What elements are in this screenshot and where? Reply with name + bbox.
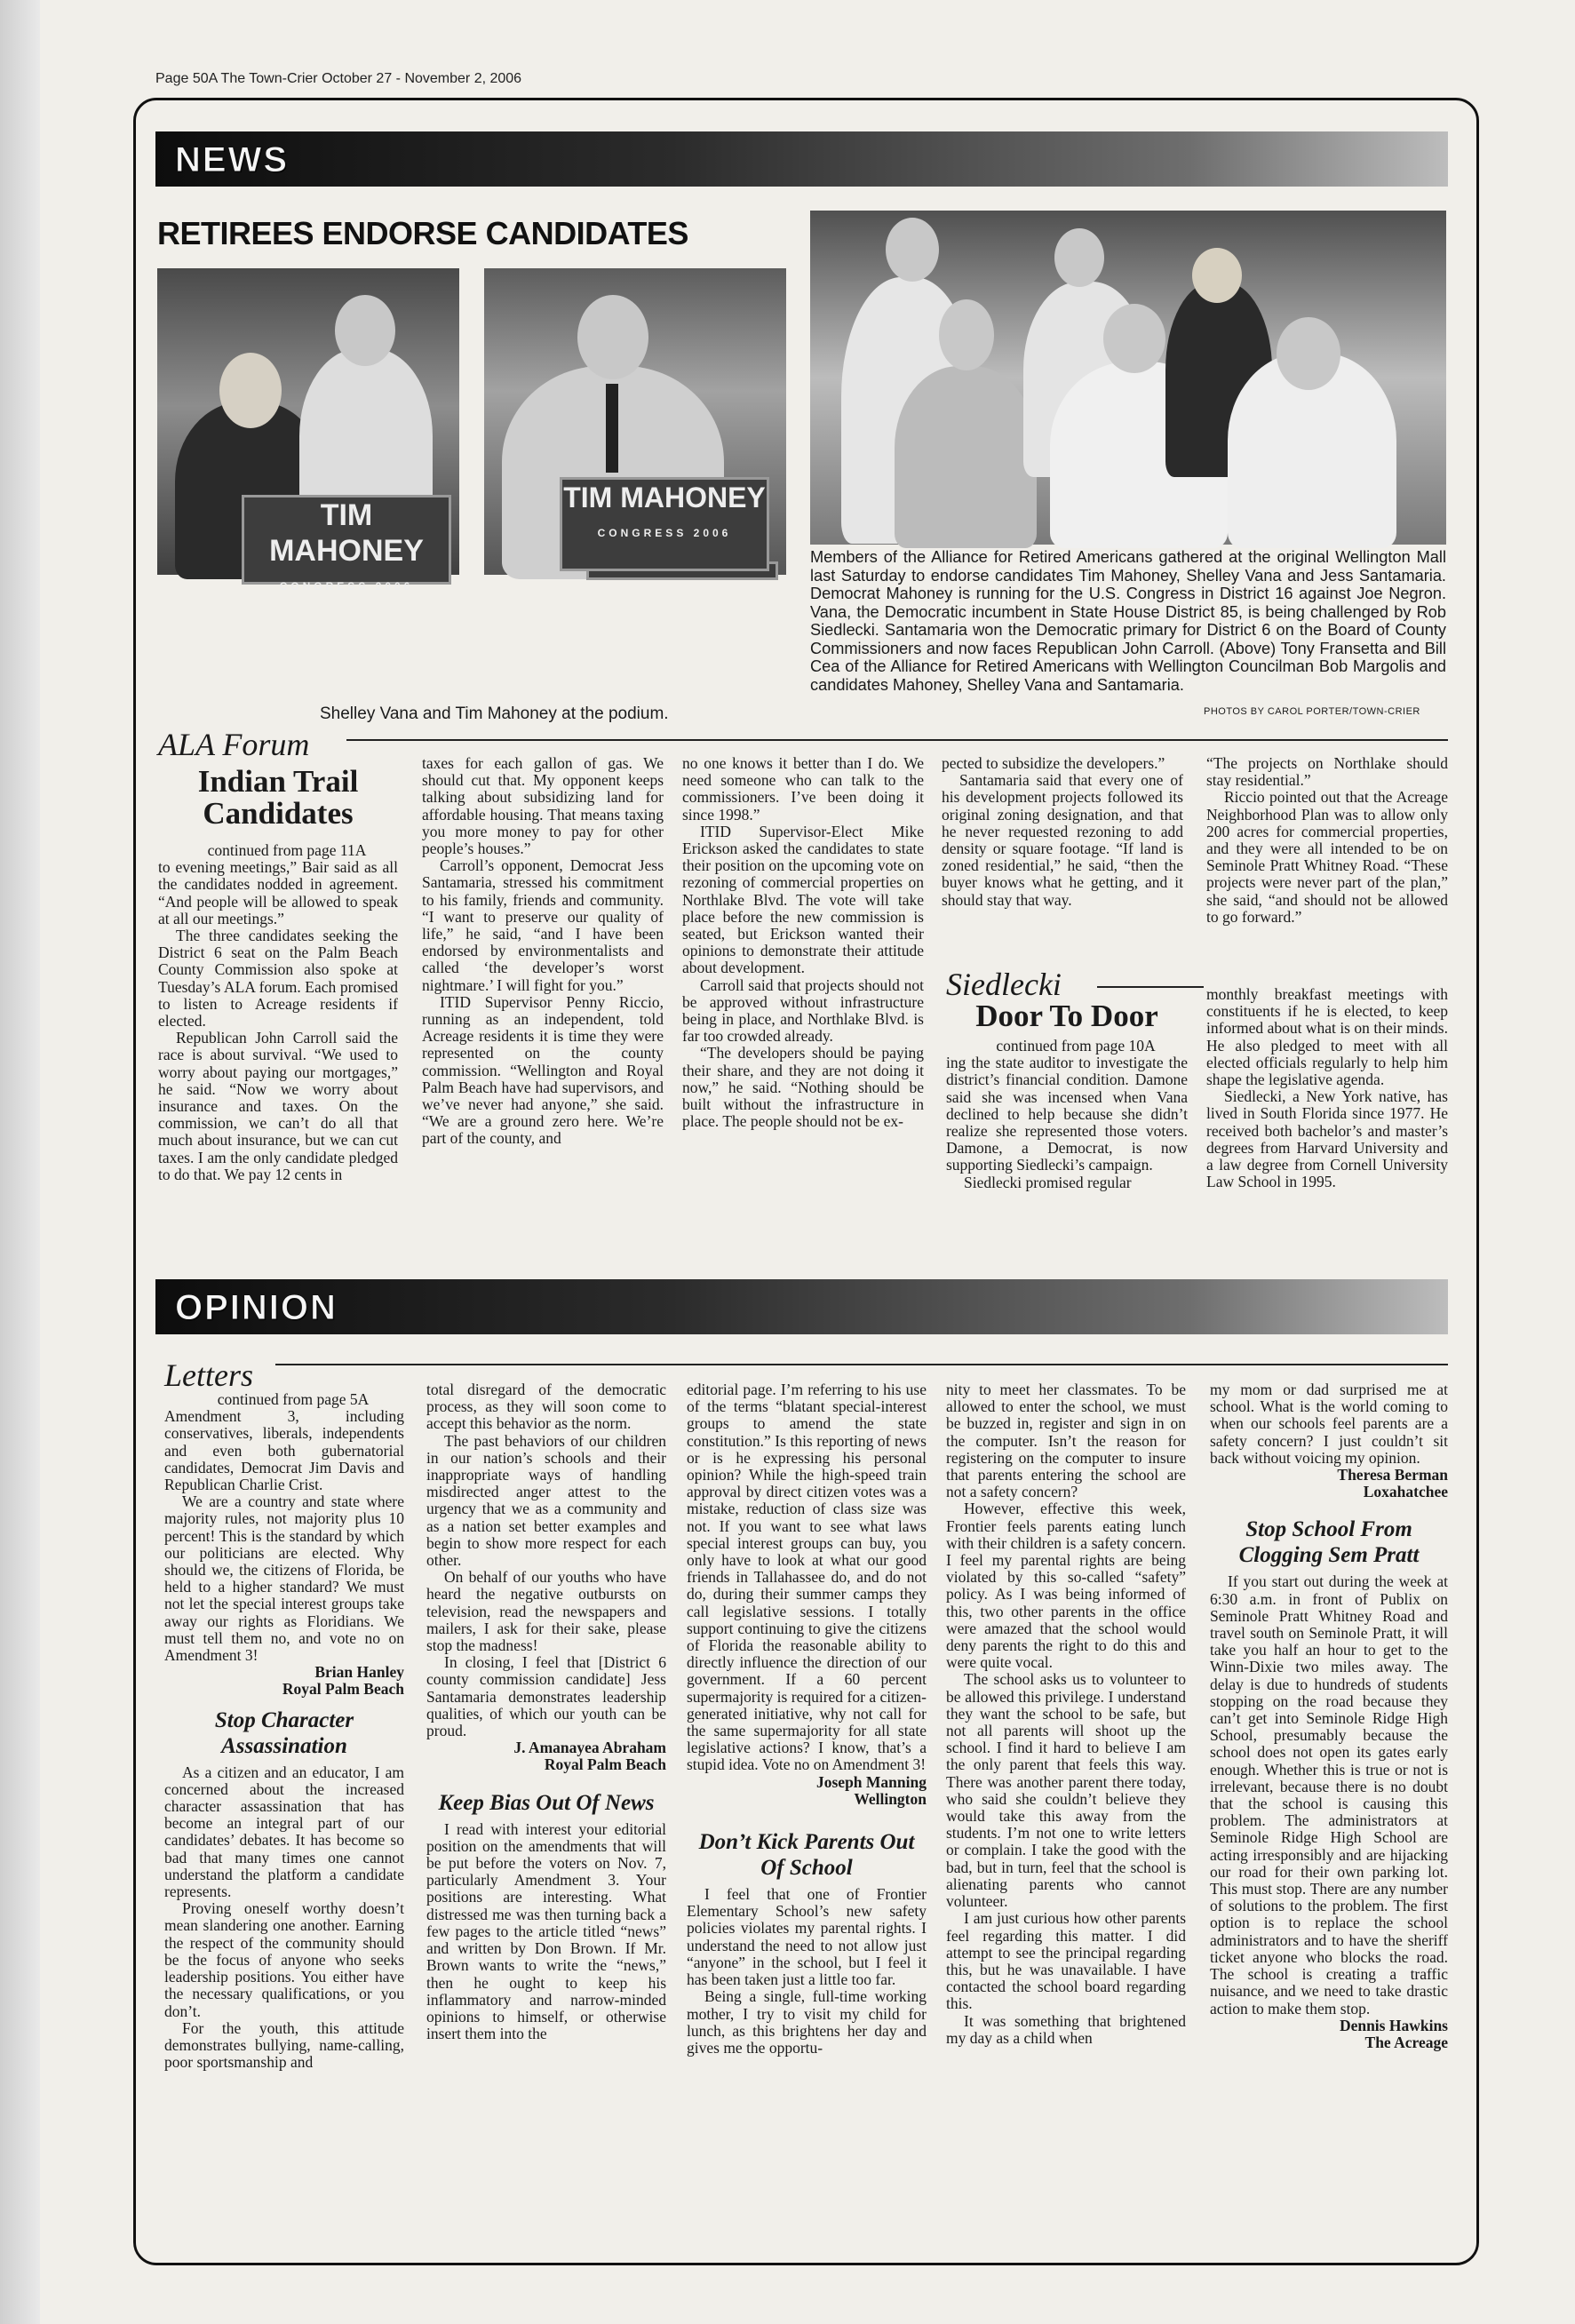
sign-text-2: TIM MAHONEY — [563, 482, 766, 513]
letter4-p6: I am just curious how other parents feel regarding this matter. I did attempt to see the principal regarding this, but he was unavailable. I have contacted the school board regarding this. — [946, 1909, 1186, 2013]
letter4-p4: However, effective this week, Frontier feels parents eating lunch with their children is a safety concern. I feel my parental rights are being violated by this so-called “safety” policy. As I was being informed of this, two other parents in the office were amazed that the school would deny parents the right to do this and were quite vocal. — [946, 1500, 1186, 1672]
letter4-p1: I feel that one of Frontier Elementary School’s new safety policies violates my parental rights. I understand the need to not allow just “anyone” in the school, but I feel it has been taken just a little too far. — [687, 1885, 927, 1989]
letters-col-2 — [426, 1381, 666, 2042]
ala-col5-p2: Riccio pointed out that the Acreage Neighborhood Plan was to allow only 200 acres for commercial properties, and they were all intended to be on Seminole Pratt Whitney Road. “These projects were never part of the plan,” she said, “and should not be allowed to go forward.” — [1206, 788, 1448, 926]
ala-col1-p3: Republican John Carroll said the race is about survival. “We used to worry about paying our mortgages,” he said. “Now we worry about insurance and taxes. On the commission, we can’t do all that much about insurance, but we can cut taxes. I am the only candidate pledged to do that. We pay 12 cents in — [158, 1029, 398, 1183]
letters-col-3 — [687, 1381, 927, 2057]
ala-col-2 — [422, 755, 664, 1148]
letter2-p3: For the youth, this attitude demonstrates bullying, name-calling, poor sportsmanship and — [164, 2018, 404, 2072]
ala-col2-p1: taxes for each gallon of gas. We should cut that. My opponent keeps talking about subsidizing land for affordable housing. That means taxing you more money to pay for other people’s houses.” — [422, 754, 664, 858]
letter2-p4: total disregard of the democratic process, as they will soon come to accept this behavior as the norm. — [426, 1381, 666, 1433]
opinion-section-label: OPINION — [175, 1288, 338, 1327]
letter3-signature-place: Wellington — [854, 1789, 927, 1808]
figure-mahoney-group-head — [939, 299, 994, 370]
letter2-p6: On behalf of our youths who have heard the negative outbursts on television, read the newspapers and mailers, I ask for their sake, please stop the madness! — [426, 1568, 666, 1655]
letter2-p5: The past behaviors of our children in our nation’s schools and their inappropriate ways of handling misdirected anger attest to the urgency that we as a community and as a nation set better examples and begin to show more respect for each other. — [426, 1431, 666, 1570]
campaign-sign-left — [242, 495, 451, 593]
campaign-sign-right — [560, 477, 769, 571]
letter1-p1: Amendment 3, including conservatives, liberals, independents and even both gubernatorial candidates, Democrat Jim Davis and Republican Charlie Crist. — [164, 1407, 404, 1494]
ala-col2-p3: ITID Supervisor Penny Riccio, running as an independent, told Acreage residents it is time they were represented on the county commission. “Wellington and Royal Palm Beach have had supervisors, and we’ve never had anyone,” she said. “We are a ground zero here. We’re part of the county, and — [422, 992, 664, 1148]
story-rule — [346, 739, 1448, 741]
siedlecki-col-5 — [1206, 986, 1448, 1190]
photo-credit: PHOTOS BY CAROL PORTER/TOWN-CRIER — [1204, 706, 1420, 717]
ala-col1-p1: to evening meetings,” Bair said as all the candidates nodded in agreement. “And people will be allowed to speak at all our meetings.” — [158, 858, 398, 927]
siedlecki-col4-p2: Siedlecki promised regular — [964, 1173, 1132, 1191]
figure-background-man-head — [335, 295, 395, 366]
news-headline: RETIREES ENDORSE CANDIDATES — [157, 215, 688, 251]
figure-cea-head — [1054, 228, 1104, 287]
letters-col-5 — [1210, 1381, 1448, 2051]
siedlecki-kicker: Siedlecki — [946, 967, 1062, 1002]
news-section-bar — [155, 131, 1448, 187]
letter4-p7: It was something that brightened my day as a child when — [946, 2011, 1186, 2047]
photo-left-caption: Shelley Vana and Tim Mahoney at the podium. — [320, 704, 669, 723]
letter2-title: Stop Character Assassination — [214, 1707, 354, 1758]
ala-col-3 — [682, 755, 924, 1130]
letter5-title: Stop School From Clogging Sem Pratt — [1238, 1517, 1420, 1568]
ala-col4-p2: Santamaria said that every one of his development projects followed its original zoning designation, and that he never requested rezoning to add density or square footage. “If land is zoned residential,” he said, “then the buyer knows what he getting, and it should stay that way. — [942, 771, 1183, 909]
figure-vana-head — [219, 353, 282, 428]
figure-santamaria-head — [1277, 317, 1340, 390]
letters-col-4 — [946, 1381, 1186, 2047]
letter2-p2: Proving oneself worthy doesn’t mean slandering one another. Earning the respect of the community should be the focus of anyone who seeks leadership positions. You either have the necessary qualifications, or you don’t. — [164, 1899, 404, 2020]
tie — [606, 384, 618, 473]
letter1-p2: We are a country and state where majority rules, not majority plus 10 percent! This is the standard by which our politicians are elected. Why should we, the citizens of Florida, be held to a higher standard? We must not let the special interest groups take away our rights as Floridians. We must tell them no, and vote no on Amendment 3! — [164, 1492, 404, 1665]
ala-headline: Indian Trail Candidates — [197, 764, 359, 831]
ala-col-1 — [158, 728, 398, 1183]
ala-col1-p2: The three candidates seeking the District 6 seat on the Palm Beach County Commission also spoke at Tuesday’s ALA forum. Each promised to listen to Acreage residents if elected. — [158, 927, 398, 1031]
letter4-title: Don’t Kick Parents Out Of School — [698, 1830, 915, 1881]
figure-margolis-head — [1103, 304, 1165, 373]
letter1-signature-place: Royal Palm Beach — [282, 1680, 404, 1699]
ala-col2-p2: Carroll’s opponent, Democrat Jess Santamaria, stressed his commitment to his family, friends and community. “I want to preserve our quality of life,” he said, “and I have been endorsed by environmentalists and called ‘the developer’s worst nightmare.’ I will fight for you.” — [422, 856, 664, 994]
letter2-signature-place: Royal Palm Beach — [544, 1755, 666, 1774]
opinion-section-bar — [155, 1279, 1448, 1334]
letter3-p1: I read with interest your editorial position on the amendments that will be put before the voters on Nov. 7, particularly Amendment 3. Your positions are interesting. What distressed me was then turning back a few pages to the article titled “news” and written by Don Brown. If Mr. Brown wants to write the “news,” then he ought to keep his inflammatory and narrow-minded opinions to himself, or otherwise insert them into the — [426, 1819, 666, 2043]
letter4-p3: nity to meet her classmates. To be allowed to enter the school, we must be buzzed in, register and sign in on the computer. Isn’t the reason for registering on the computer to insure that parents entering the school are not a safety concern? — [946, 1381, 1186, 1501]
ala-kicker: ALA Forum — [158, 727, 310, 762]
figure-mahoney-group — [895, 366, 1037, 548]
letter4-p5: The school asks us to volunteer to be allowed this privilege. I understand they want the school to be safe, but not all parents will shoot up the school. I find it hard to believe I am the only parent that feels this way. There was another parent there today, who said she couldn’t believe they would take this away from the students. I’m not one to write letters or complain. I take the good with the bad, but in turn, feel that the school is alienating parents who cannot volunteer. — [946, 1670, 1186, 1911]
scan-edge — [0, 0, 40, 2324]
figure-mahoney-head — [577, 295, 648, 379]
letter3-title: Keep Bias Out Of News — [438, 1790, 655, 1815]
letters-col-1 — [164, 1359, 404, 2071]
siedlecki-headline: Door To Door — [975, 999, 1158, 1033]
photo-right-caption: Members of the Alliance for Retired Americans gathered at the original Wellington Mall last Saturday to endorse candidates Tim Mahoney, Shelley Vana and Jess Santamaria. Democrat Mahoney is running for the U.S. Congress in District 16 against Joe Negron. Vana, the Democratic incumbent in State House District 85, is being challenged by Rob Siedlecki. Santamaria won the Democratic primary for District 6 on the Board of County Commissioners and now faces Republican John Carroll. (Above) Tony Fransetta and Bill Cea of the Alliance for Retired Americans with Wellington Councilman Bob Margolis and candidates Mahoney, Shelley Vana and Santamaria. — [810, 548, 1446, 694]
figure-fransetta-head — [886, 218, 939, 282]
ala-col3-p4: “The developers should be paying their share, and they are not doing it now,” he said. “Nothing should be built without the infrastructure in place. The people should not be ex- — [682, 1044, 924, 1131]
ala-col3-p3: Carroll said that projects should not be approved without infrastructure being in place, and Northlake Blvd. is far too crowded already. — [682, 975, 924, 1046]
siedlecki-col-4 — [946, 968, 1188, 1191]
letters-continued: continued from page 5A — [217, 1390, 370, 1408]
siedlecki-col5-p2: Siedlecki, a New York native, has lived in South Florida since 1977. He received both bachelor’s and master’s degrees from Harvard University and a law degree from Cornell University Law School in 1995. — [1206, 1087, 1448, 1191]
ala-col-5 — [1206, 755, 1448, 926]
sign-subtext-2: CONGRESS 2006 — [597, 527, 732, 539]
letter3-p2: editorial page. I’m referring to his use of the terms “blatant special-interest groups to amend the state constitution.” Is this reporting of news or is he expressing his personal opinion? While the high-speed train approval by direct citizen votes was a mistake, reduction of class size was not. If you want to see what laws special interest groups can buy, you only have to look at what our good friends in Tallahassee do, and do not do, during their summer camps they call legislative sessions. I totally support continuing to give the citizens of Florida the reasonable ability to directly influence the direction of our government. If a 60 percent supermajority is required for a citizen-generated initiative, why not call for the same supermajority for all state legislative actions? I know, that’s a stupid idea. Vote no on Amendment 3! — [687, 1381, 927, 1774]
ala-continued: continued from page 11A — [207, 841, 367, 859]
letter2-signature-name: J. Amanayea Abraham — [513, 1739, 666, 1757]
ala-col5-p1: “The projects on Northlake should stay residential.” — [1206, 754, 1448, 790]
letter2-p7: In closing, I feel that [District 6 county commission candidate] Jess Santamaria demonstrates leadership qualities, of which our youth can be proud. — [426, 1653, 666, 1740]
letter4-signature-place: Loxahatchee — [1363, 1483, 1448, 1501]
sign-text: TIM MAHONEY — [269, 498, 424, 568]
letter5-signature-name: Dennis Hawkins — [1339, 2016, 1448, 2034]
letters-rule — [275, 1364, 1448, 1365]
letter5-p1: If you start out during the week at 6:30 a.m. in front of Publix on Seminole Pratt Whitney Road and travel south on Seminole Pratt, it will take you half an hour to get to the Winn-Dixie two miles away. The delay is due to hundreds of students stopping on the road because they can’t get into Seminole Ridge High School, presumably because the school does not open its gates early enough. Whether this is true or not is irrelevant, because there is no doubt that the school is causing this problem. The administrators at Seminole Ridge High School are acting irresponsibly and are hijacking our road for their own parking lot. This must stop. There are any number of solutions to the problem. The first option is to replace the school administrators and to have the sheriff ticket anyone who blocks the road. The school is creating a traffic nuisance, and we need to take drastic action to make them stop. — [1210, 1572, 1448, 2018]
photo-group-alliance — [810, 211, 1446, 545]
news-section-label: NEWS — [175, 140, 289, 179]
ala-col4-p1: pected to subsidize the developers.” — [942, 754, 1165, 772]
siedlecki-col5-p1: monthly breakfast meetings with constituents if he is elected, to keep informed about what is on their minds. He also pledged to meet with all elected officials regularly to help him shape the legislative agenda. — [1206, 985, 1448, 1089]
letter3-signature-name: Joseph Manning — [816, 1772, 927, 1791]
figure-vana-group-head — [1192, 248, 1242, 303]
ala-col3-p1: no one knows it better than I do. We need someone who can talk to the commissioners. I’ve been doing it since 1998.” — [682, 754, 924, 824]
siedlecki-continued: continued from page 10A — [996, 1037, 1156, 1055]
letter4-signature-name: Theresa Berman — [1337, 1466, 1448, 1484]
letter4-p8: my mom or dad surprised me at school. What is the world coming to when our schools feel parents are a safety concern? I just couldn’t sit back without voicing my opinion. — [1210, 1381, 1448, 1467]
sign-subtext: CONGRESS 2006 — [279, 580, 414, 593]
photo-mahoney-podium — [484, 268, 786, 575]
siedlecki-col4-p1: ing the state auditor to investigate the district’s financial condition. Damone said she was incensed when Vana declined to help because she didn’t realize she represented those voters. Damone, a Democrat, is now supporting Siedlecki’s campaign. — [946, 1054, 1188, 1174]
letter2-p1: As a citizen and an educator, I am concerned about the increased character assassination that has become an integral part of our candidates’ debates. It has become so bad that many times one cannot understand the platform a candidate represents. — [164, 1763, 404, 1901]
ala-col3-p2: ITID Supervisor-Elect Mike Erickson asked the candidates to state their position on the upcoming vote on rezoning of commercial properties on Northlake Blvd. The vote will take place before the new commission is seated, but Erickson wanted their opinions to demonstrate their attitude about development. — [682, 822, 924, 977]
letter4-p2: Being a single, full-time working mother, I try to visit my child for lunch, as this brightens her day and gives me the opportu- — [687, 1987, 927, 2057]
page-header: Page 50A The Town-Crier October 27 - November 2, 2006 — [155, 71, 522, 86]
letters-kicker: Letters — [164, 1357, 254, 1393]
photo-vana-podium — [157, 268, 459, 593]
letter5-signature-place: The Acreage — [1364, 2033, 1448, 2051]
ala-col-4 — [942, 755, 1183, 909]
letter1-signature-name: Brian Hanley — [314, 1663, 404, 1682]
